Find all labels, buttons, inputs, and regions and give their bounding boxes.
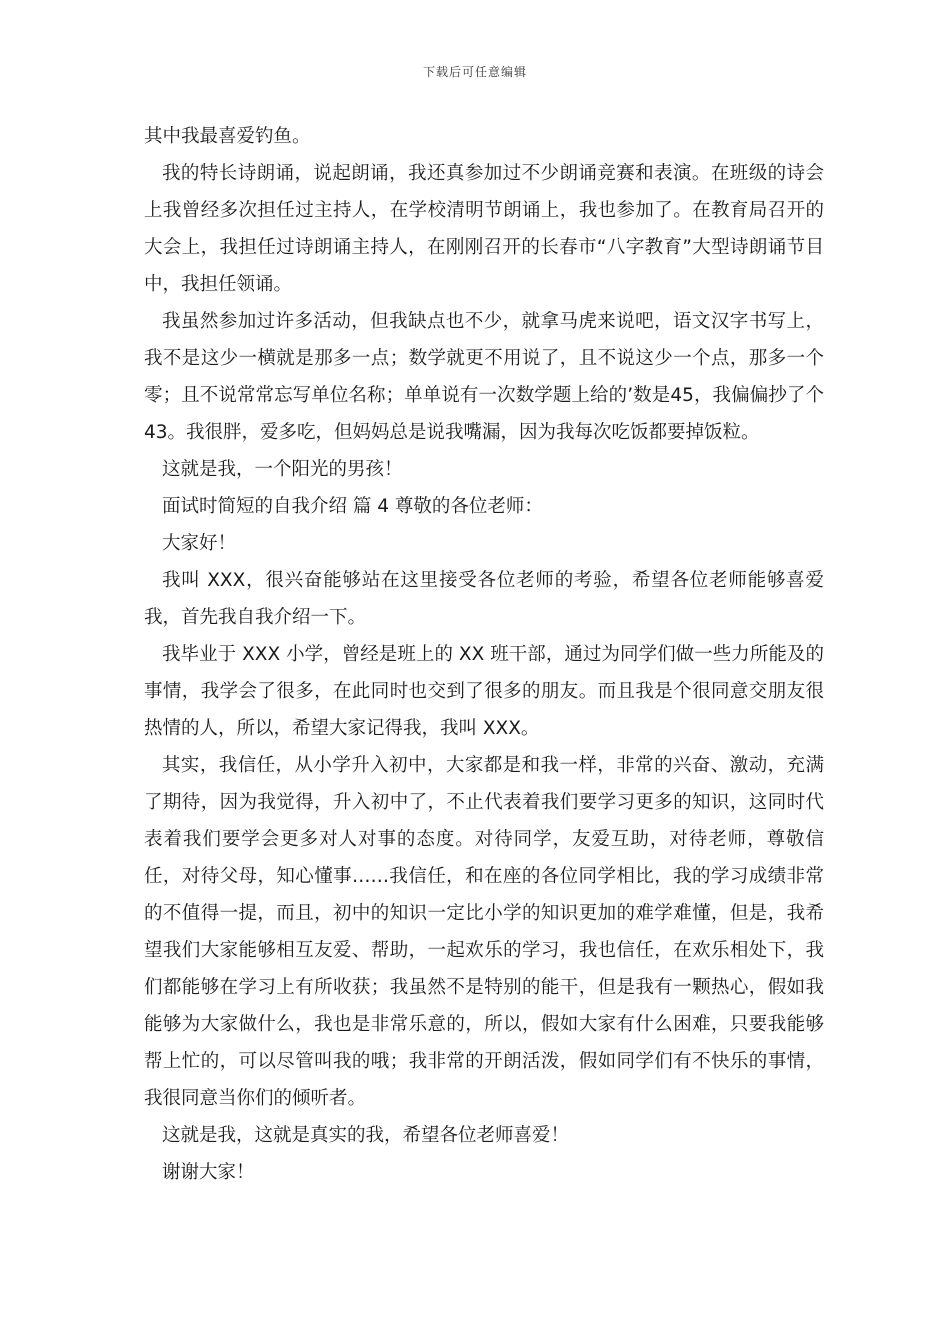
section-heading: 面试时简短的自我介绍 篇 4 尊敬的各位老师： <box>162 496 543 517</box>
paragraph: 其中我最喜爱钓鱼。 <box>144 126 311 147</box>
paragraph: 其实，我信任，从小学升入初中，大家都是和我一样，非常的兴奋、激动，充满了期待，因为我觉得，升入初中了，不止代表着我们要学习更多的知识，这同时代表着我们要学会更多对人对事的态度。对待同学，友爱互助，对待老师，尊敬信任，对待父母，知心懂事……我信任，和在座的各位同学相比，我的学习成绩非常的不值得一提，而且，初中的知识一定比小学的知识更加的难学难懂，但是，我希望我们大家能够相互友爱、帮助，一起欢乐的学习，我也信任，在欢乐相处下，我们都能够在学习上有所收获；我虽然不是特别的能干，但是我有一颗热心，假如我能够为大家做什么，我也是非常乐意的，所以，假如大家有什么困难，只要我能够帮上忙的，可以尽管叫我的哦；我非常的开朗活泼，假如同学们有不快乐的事情，我很同意当你们的倾听者。 <box>144 755 824 1109</box>
paragraph: 我毕业于 XXX 小学，曾经是班上的 XX 班干部，通过为同学们做一些力所能及的事情，我学会了很多，在此同时也交到了很多的朋友。而且我是个很同意交朋友很热情的人，所以，希望大家记得我，我叫 XXX。 <box>144 644 824 739</box>
paragraph: 这就是我，这就是真实的我，希望各位老师喜爱！ <box>162 1125 570 1146</box>
paragraph: 我虽然参加过许多活动，但我缺点也不少，就拿马虎来说吧，语文汉字书写上，我不是这少一横就是那多一点；数学就更不用说了，且不说这少一个点，那多一个零；且不说常常忘写单位名称；单单说有一次数学题上给的’数是45，我偏偏抄了个43。我很胖，爱多吃，但妈妈总是说我嘴漏，因为我每次吃饭都要掉饭粒。 <box>144 311 824 443</box>
page-header: 下载后可任意编辑 <box>422 65 527 79</box>
closing: 谢谢大家！ <box>162 1162 255 1183</box>
paragraph: 我的特长诗朗诵，说起朗诵，我还真参加过不少朗诵竞赛和表演。在班级的诗会上我曾经多次担任过主持人，在学校清明节朗诵上，我也参加了。在教育局召开的大会上，我担任过诗朗诵主持人，在刚刚召开的长春市“八字教育”大型诗朗诵节目中，我担任领诵。 <box>144 163 824 295</box>
greeting: 大家好！ <box>162 533 237 554</box>
paragraph: 我叫 XXX，很兴奋能够站在这里接受各位老师的考验，希望各位老师能够喜爱我，首先我自我介绍一下。 <box>144 570 824 628</box>
document-body <box>144 118 824 1191</box>
paragraph: 这就是我，一个阳光的男孩！ <box>162 459 403 480</box>
